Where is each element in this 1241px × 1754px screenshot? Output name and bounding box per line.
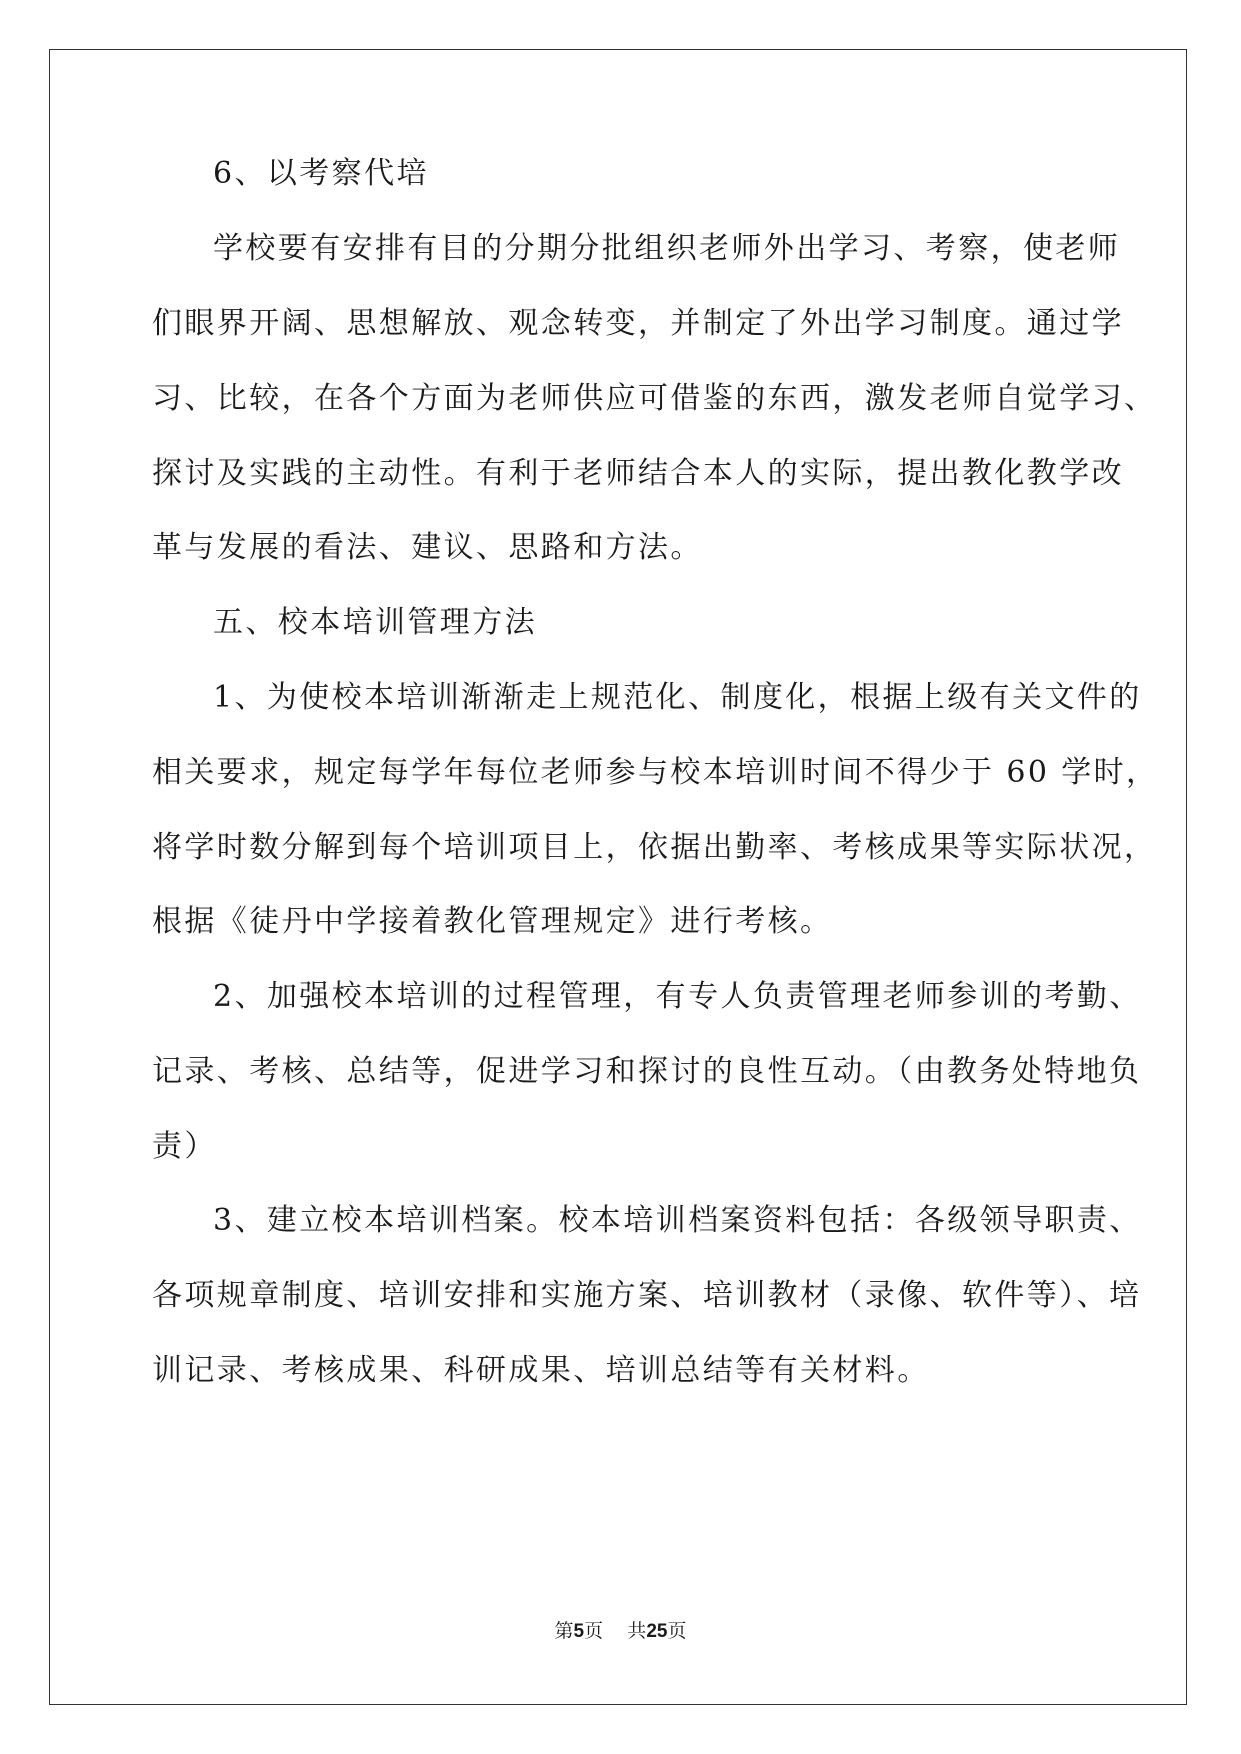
- paragraph-1-line-1: 6、以考察代培: [213, 156, 429, 191]
- paragraph-2-line-5: 革与发展的看法、建议、思路和方法。: [152, 530, 703, 565]
- total-suffix: 页: [667, 1620, 687, 1642]
- paragraph-6-line-2: 各项规章制度、培训安排和实施方案、培训教材（录像、软件等）、培: [152, 1278, 1142, 1313]
- paragraph-2-line-3: 习、比较，在各个方面为老师供应可借鉴的东西，激发老师自觉学习、: [152, 381, 1157, 416]
- paragraph-2-line-4: 探讨及实践的主动性。有利于老师结合本人的实际，提出教化教学改: [152, 456, 1124, 491]
- paragraph-2-line-1: 学校要有安排有目的分期分批组织老师外出学习、考察，使老师: [213, 231, 1121, 266]
- paragraph-4-line-4: 根据《徒丹中学接着教化管理规定》进行考核。: [152, 904, 833, 939]
- paragraph-4-line-2: 相关要求，规定每学年每位老师参与校本培训时间不得少于 60 学时，: [152, 755, 1159, 790]
- page-border: [49, 49, 1187, 1705]
- section-heading: 五、校本培训管理方法: [213, 605, 537, 640]
- total-prefix: 共: [627, 1620, 647, 1642]
- paragraph-6-line-1: 3、建立校本培训档案。校本培训档案资料包括：各级领导职责、: [213, 1203, 1142, 1238]
- page-suffix: 页: [584, 1620, 604, 1642]
- page-prefix: 第: [554, 1620, 574, 1642]
- paragraph-6-line-3: 训记录、考核成果、科研成果、培训总结等有关材料。: [152, 1353, 930, 1388]
- paragraph-4-line-3: 将学时数分解到每个培训项目上，依据出勤率、考核成果等实际状况，: [152, 830, 1157, 865]
- paragraph-5-line-2: 记录、考核、总结等，促进学习和探讨的良性互动。（由教务处特地负: [152, 1054, 1142, 1089]
- current-page-number: 5: [573, 1621, 585, 1642]
- paragraph-5-line-3: 责）: [152, 1129, 217, 1164]
- total-pages-number: 25: [646, 1621, 668, 1642]
- paragraph-4-line-1: 1、为使校本培训渐渐走上规范化、制度化，根据上级有关文件的: [213, 680, 1142, 715]
- paragraph-2-line-2: 们眼界开阔、思想解放、观念转变，并制定了外出学习制度。通过学: [152, 306, 1124, 341]
- page-number-footer: [0, 1619, 1241, 1644]
- paragraph-5-line-1: 2、加强校本培训的过程管理，有专人负责管理老师参训的考勤、: [213, 979, 1142, 1014]
